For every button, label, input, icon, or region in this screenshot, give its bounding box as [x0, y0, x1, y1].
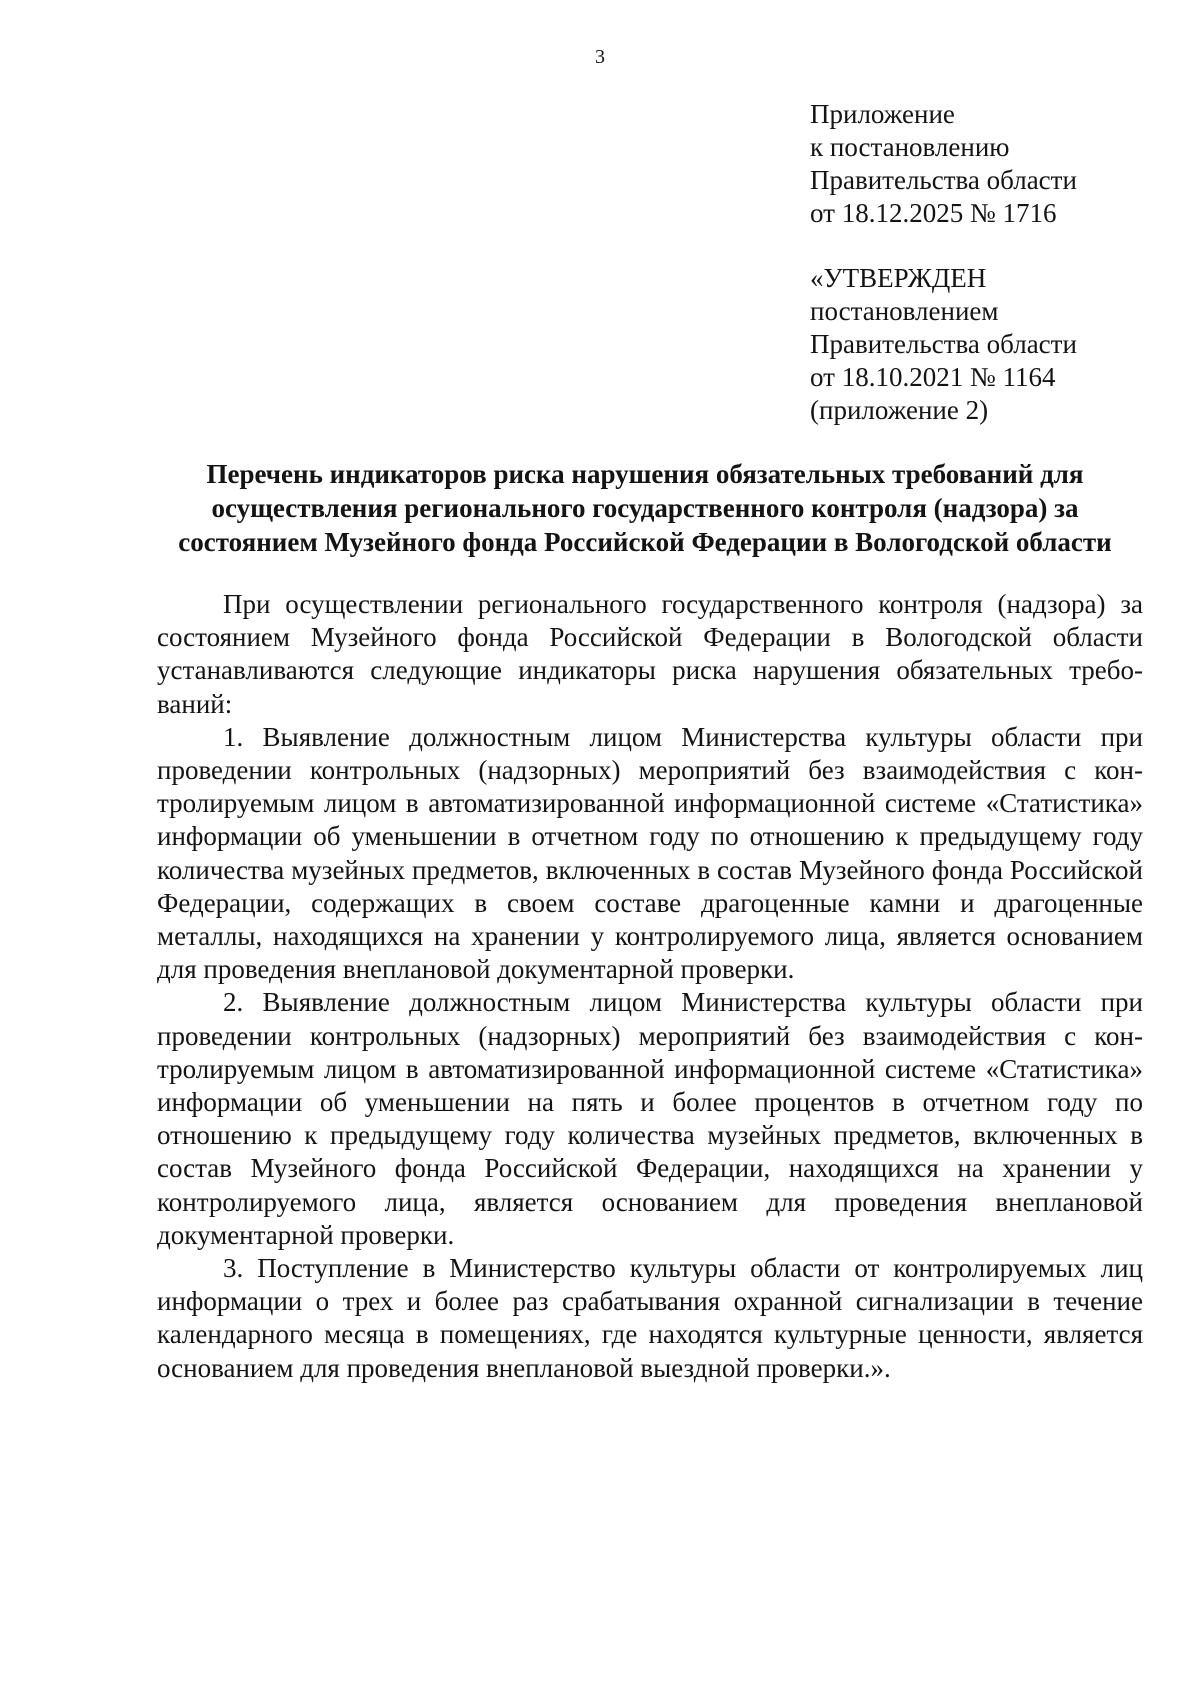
- approved-block: [810, 262, 1077, 427]
- appendix-block: [810, 98, 1077, 230]
- approved-line: постановлением: [810, 296, 999, 326]
- title-line: Перечень индикаторов риска нарушения обязательных требований для: [206, 459, 1084, 489]
- indicator-item-2: 2. Выявление должностным лицом Министерства культуры области при проведении контрольных (надзорных) мероприятий без взаимодействия с контролируемым лицом в автоматизированной информационной системе «Статистика» информации об уменьшении на пять и более процентов в отчетном году по отношению к предыдущему году количества музейных предметов, включенных в состав Музейного фонда Российской Федерации, находящихся на хранении у контролируемого лица, является основанием для проведения внеплановой документарной проверки.: [157, 987, 1143, 1250]
- document-title: [150, 457, 1140, 559]
- document-body: [157, 588, 1143, 1385]
- indicator-item-3: 3. Поступление в Министерство культуры области от контролируемых лиц информации о трех и более раз срабатывания охранной сигнализации в течение календарного месяца в помещениях, где находятся культурные ценности, является основанием для проведения внеплановой выездной проверки.».: [157, 1253, 1143, 1383]
- approved-date-number: от 18.10.2021 № 1164: [810, 362, 1056, 392]
- appendix-line: Приложение: [810, 99, 955, 129]
- approved-line: Правительства области: [810, 329, 1077, 359]
- appendix-date-number: от 18.12.2025 № 1716: [810, 198, 1057, 228]
- page-number: 3: [595, 46, 605, 68]
- title-line: состоянием Музейного фонда Российской Федерации в Вологодской области: [178, 527, 1112, 557]
- title-line: осуществления регионального государственного контроля (надзора) за: [211, 493, 1079, 523]
- intro-paragraph: При осуществлении регионального государственного контроля (надзора) за состоянием Музейного фонда Российской Федерации в Вологодской области устанавливаются следующие индикаторы риска нарушения обязательных требований:: [157, 589, 1143, 719]
- appendix-line: Правительства области: [810, 165, 1077, 195]
- approved-heading: «УТВЕРЖДЕН: [810, 263, 987, 293]
- approved-appendix-ref: (приложение 2): [810, 395, 989, 425]
- indicator-item-1: 1. Выявление должностным лицом Министерства культуры области при проведении контрольных (надзорных) мероприятий без взаимодействия с контролируемым лицом в автоматизированной информационной системе «Статистика» информации об уменьшении в отчетном году по отношению к предыдущему году количества музейных предметов, включенных в состав Музейного фонда Российской Федерации, содержащих в своем составе драгоценные камни и драгоценные металлы, находящихся на хранении у контролируемого лица, является основанием для проведения внеплановой документарной проверки.: [157, 721, 1143, 985]
- appendix-line: к постановлению: [810, 132, 1010, 162]
